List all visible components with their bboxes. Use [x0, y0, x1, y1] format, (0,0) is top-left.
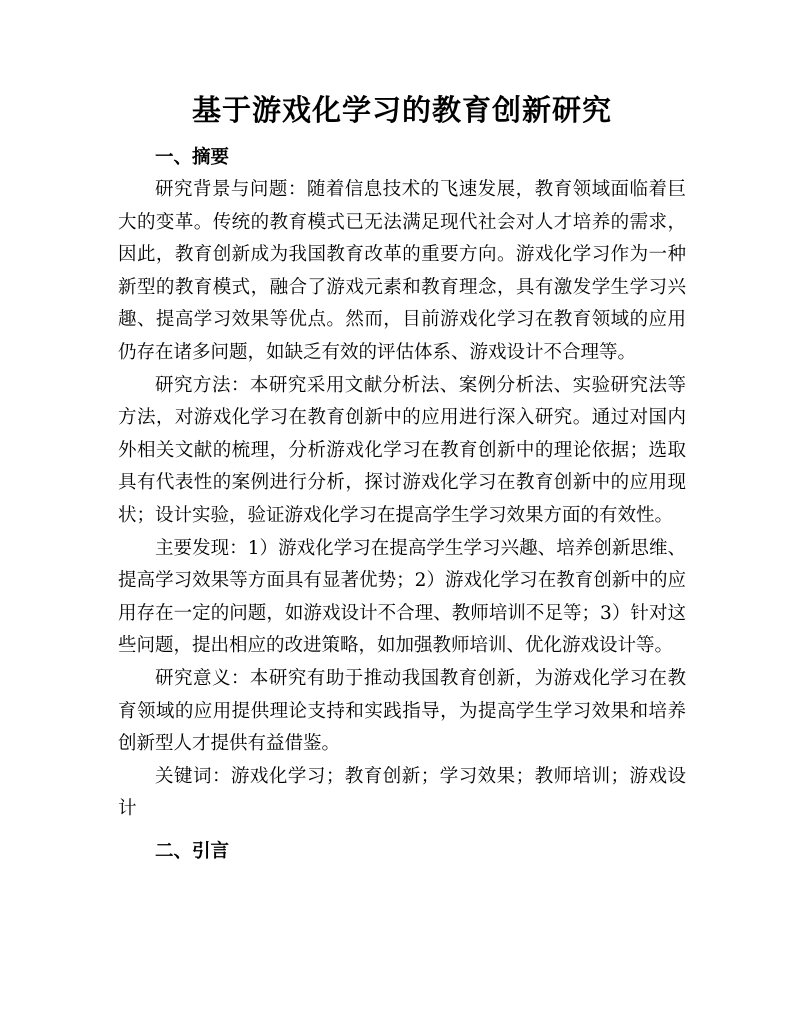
paragraph-findings: 主要发现：1）游戏化学习在提高学生学习兴趣、培养创新思维、提高学习效果等方面具有显著优势；2）游戏化学习在教育创新中的应用存在一定的问题，如游戏设计不合理、教师培训不足等；3）针对这些问题，提出相应的改进策略，如加强教师培训、优化游戏设计等。	[118, 537, 686, 657]
section-heading-introduction: 二、引言	[155, 840, 230, 862]
paragraph-keywords: 关键词：游戏化学习；教育创新；学习效果；教师培训；游戏设计	[118, 765, 686, 820]
section-heading-abstract: 一、摘要	[155, 147, 230, 168]
document-title: 基于游戏化学习的教育创新研究	[191, 93, 612, 127]
paragraph-methods: 研究方法：本研究采用文献分析法、案例分析法、实验研究法等方法，对游戏化学习在教育创新中的应用进行深入研究。通过对国内外相关文献的梳理，分析游戏化学习在教育创新中的理论依据；选取具有代表性的案例进行分析，探讨游戏化学习在教育创新中的应用现状；设计实验，验证游戏化学习在提高学生学习效果方面的有效性。	[118, 374, 686, 526]
paragraph-significance: 研究意义：本研究有助于推动我国教育创新，为游戏化学习在教育领域的应用提供理论支持和实践指导，为提高学生学习效果和培养创新型人才提供有益借鉴。	[118, 667, 686, 755]
paragraph-background: 研究背景与问题：随着信息技术的飞速发展，教育领域面临着巨大的变革。传统的教育模式已无法满足现代社会对人才培养的需求，因此，教育创新成为我国教育改革的重要方向。游戏化学习作为一种新型的教育模式，融合了游戏元素和教育理念，具有激发学生学习兴趣、提高学习效果等优点。然而，目前游戏化学习在教育领域的应用仍存在诸多问题，如缺乏有效的评估体系、游戏设计不合理等。	[118, 179, 686, 363]
